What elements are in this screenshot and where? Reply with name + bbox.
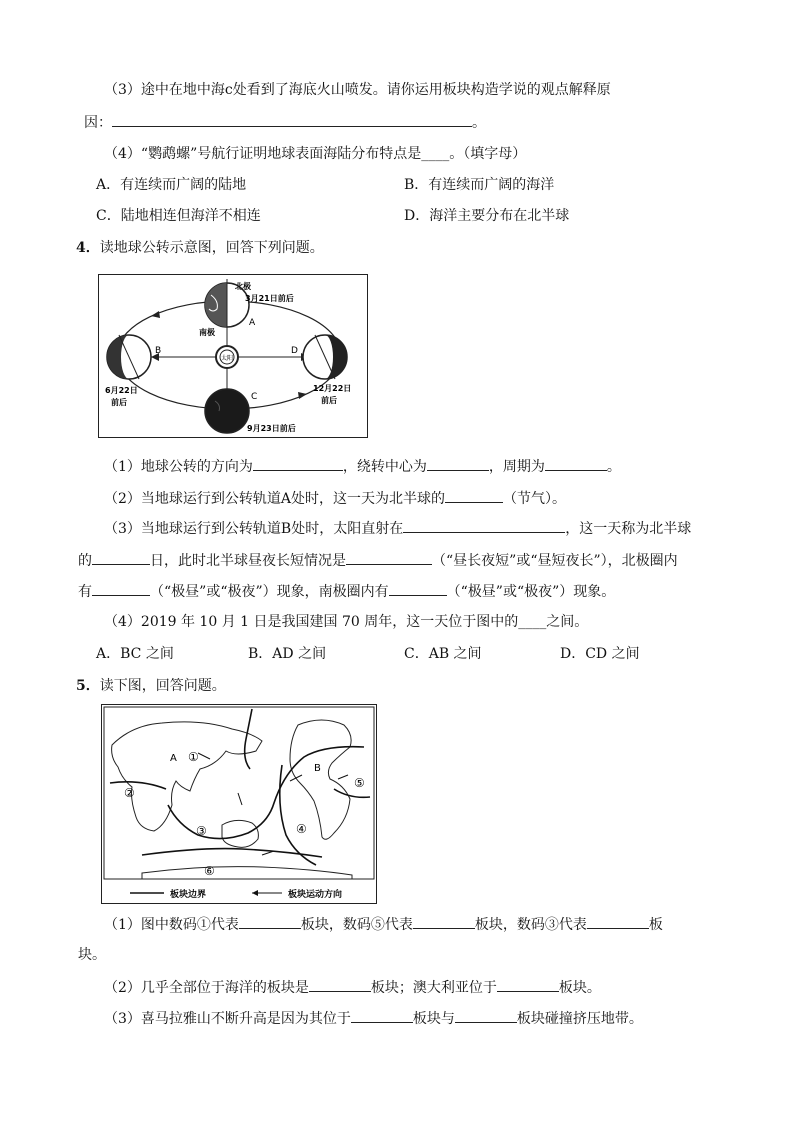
- label-b: B: [155, 346, 162, 356]
- q4-p1-text: （1）地球公转的方向为: [104, 459, 253, 475]
- q4-p3-text: （“极昼”或“极夜”）现象，南极圈内有: [150, 584, 389, 600]
- q4-title-text: 读地球公转示意图，回答下列问题。: [99, 240, 324, 256]
- plate-number-2: ②: [124, 786, 135, 800]
- q5-part2: [104, 977, 601, 998]
- date-a-label: 3月21日前后: [245, 294, 294, 303]
- q4-part4: （4）2019 年 10 月 1 日是我国建国 70 周年，这一天位于图中的____之间。: [104, 614, 589, 630]
- q5-p1-text: 板块，数码③代表: [474, 917, 587, 933]
- orbit-arrow-icon: [298, 392, 307, 399]
- date-c-label: 9月23日前后: [247, 424, 296, 433]
- answer-blank[interactable]: [346, 550, 432, 565]
- q3-option-b[interactable]: B．有连续而广阔的海洋: [404, 177, 555, 193]
- date-b-label-1: 6月22日: [105, 386, 138, 395]
- q4-p2-text: （节气）。: [503, 491, 567, 507]
- q4-p3-text: （3）当地球运行到公转轨道B处时，太阳直射在: [104, 521, 404, 537]
- plate-number-6: ⑥: [204, 864, 215, 878]
- q3-option-d[interactable]: D．海洋主要分布在北半球: [404, 208, 570, 224]
- date-d-label-2: 前后: [321, 396, 337, 405]
- q5-p3-text: 板块与: [412, 1011, 455, 1027]
- q5-title-text: 读下图，回答问题。: [99, 678, 226, 694]
- q4-p3-text: （“极昼”或“极夜”）现象。: [446, 584, 616, 600]
- q3-part3-prefix: 因：: [84, 115, 112, 131]
- q3-part3-suffix: 。: [472, 115, 486, 131]
- answer-blank[interactable]: [587, 914, 649, 929]
- answer-blank[interactable]: [92, 550, 150, 565]
- plate-map: [101, 704, 377, 904]
- q4-part1: [104, 456, 621, 477]
- answer-blank[interactable]: [389, 581, 447, 596]
- q4-number: 4．: [76, 240, 100, 256]
- label-d: D: [291, 346, 298, 356]
- q5-number: 5．: [76, 678, 100, 694]
- north-pole-label: 北极: [235, 282, 251, 291]
- answer-blank[interactable]: [427, 456, 489, 471]
- answer-blank[interactable]: [445, 488, 503, 503]
- earth-c-icon: [205, 389, 249, 433]
- q5-part3: [104, 1008, 643, 1029]
- label-a: A: [249, 318, 256, 328]
- q5-title: [76, 676, 226, 696]
- plate-label-b: B: [314, 763, 321, 774]
- q4-option-b[interactable]: B．AD 之间: [248, 646, 327, 662]
- label-c: C: [251, 392, 258, 402]
- legend-boundary-label: 板块边界: [170, 890, 207, 900]
- answer-blank[interactable]: [239, 914, 301, 929]
- q3-part3-line2: [84, 112, 486, 133]
- answer-blank[interactable]: [545, 456, 607, 471]
- q4-part2: [104, 488, 566, 509]
- q4-part3-line2: [78, 550, 678, 571]
- answer-blank[interactable]: [455, 1008, 517, 1023]
- plate-label-a: A: [170, 753, 177, 764]
- q4-part3-line3: [78, 581, 615, 602]
- legend-motion-label: 板块运动方向: [288, 890, 343, 900]
- answer-blank[interactable]: [253, 456, 343, 471]
- plate-number-1: ①: [188, 750, 199, 764]
- q5-p2-text: 板块。: [558, 980, 601, 996]
- q4-p3-text: 日，此时北半球昼夜长短情况是: [150, 553, 346, 569]
- plate-number-3: ③: [196, 824, 207, 838]
- answer-blank[interactable]: [92, 581, 150, 596]
- q5-p2-text: 板块；澳大利亚位于: [370, 980, 497, 996]
- answer-blank[interactable]: [309, 977, 371, 992]
- plate-number-5: ⑤: [354, 776, 365, 790]
- q5-p2-text: （2）几乎全部位于海洋的板块是: [104, 980, 309, 996]
- q3-option-c[interactable]: C．陆地相连但海洋不相连: [96, 208, 261, 224]
- q4-p1-text: 。: [606, 459, 621, 475]
- q5-part1-line2: 块。: [78, 947, 106, 963]
- q4-title: [76, 238, 324, 258]
- q4-option-a[interactable]: A．BC 之间: [96, 646, 174, 662]
- q4-p3-text: （“昼长夜短”或“昼短夜长”），北极圈内: [432, 553, 678, 569]
- orbit-diagram: [98, 274, 368, 438]
- q4-p2-text: （2）当地球运行到公转轨道A处时，这一天为北半球的: [104, 491, 446, 507]
- date-b-label-2: 前后: [111, 398, 127, 407]
- answer-blank[interactable]: [497, 977, 559, 992]
- q4-option-c[interactable]: C．AB 之间: [404, 646, 482, 662]
- answer-blank[interactable]: [413, 914, 475, 929]
- q4-part3-line1: [104, 518, 691, 539]
- q5-p1-text: （1）图中数码①代表: [104, 917, 239, 933]
- q4-option-d[interactable]: D．CD 之间: [560, 646, 640, 662]
- q4-p1-text: ，绕转中心为: [342, 459, 427, 475]
- south-pole-label: 南极: [199, 328, 215, 337]
- legend-motion-arrow-icon: [252, 890, 258, 896]
- orbit-arrow-icon: [151, 311, 160, 318]
- continent-australia: [222, 820, 258, 847]
- q3-part4: （4）“鹦鹉螺”号航行证明地球表面海陆分布特点是____。（填字母）: [104, 146, 527, 162]
- q3-part3-line1: （3）途中在地中海c处看到了海底火山喷发。请你运用板块构造学说的观点解释原: [104, 82, 611, 98]
- q5-part1-line1: [104, 914, 663, 935]
- answer-blank[interactable]: [351, 1008, 413, 1023]
- q4-p3-text: ，这一天称为北半球: [565, 521, 692, 537]
- plate-number-4: ④: [296, 822, 307, 836]
- q5-p1-text: 板块，数码⑤代表: [300, 917, 413, 933]
- q5-p3-text: 板块碰撞挤压地带。: [516, 1011, 643, 1027]
- q3-answer-blank[interactable]: [112, 112, 472, 127]
- q3-option-a[interactable]: A．有连续而广阔的陆地: [96, 177, 247, 193]
- q5-p3-text: （3）喜马拉雅山不断升高是因为其位于: [104, 1011, 351, 1027]
- q4-p3-text: 的: [78, 553, 92, 569]
- q5-p1-text: 板: [648, 917, 663, 933]
- answer-blank[interactable]: [403, 518, 565, 533]
- q4-p3-text: 有: [78, 584, 92, 600]
- sun-label: 太阳: [220, 355, 234, 362]
- q4-p1-text: ，周期为: [488, 459, 545, 475]
- date-d-label-1: 12月22日: [313, 384, 352, 393]
